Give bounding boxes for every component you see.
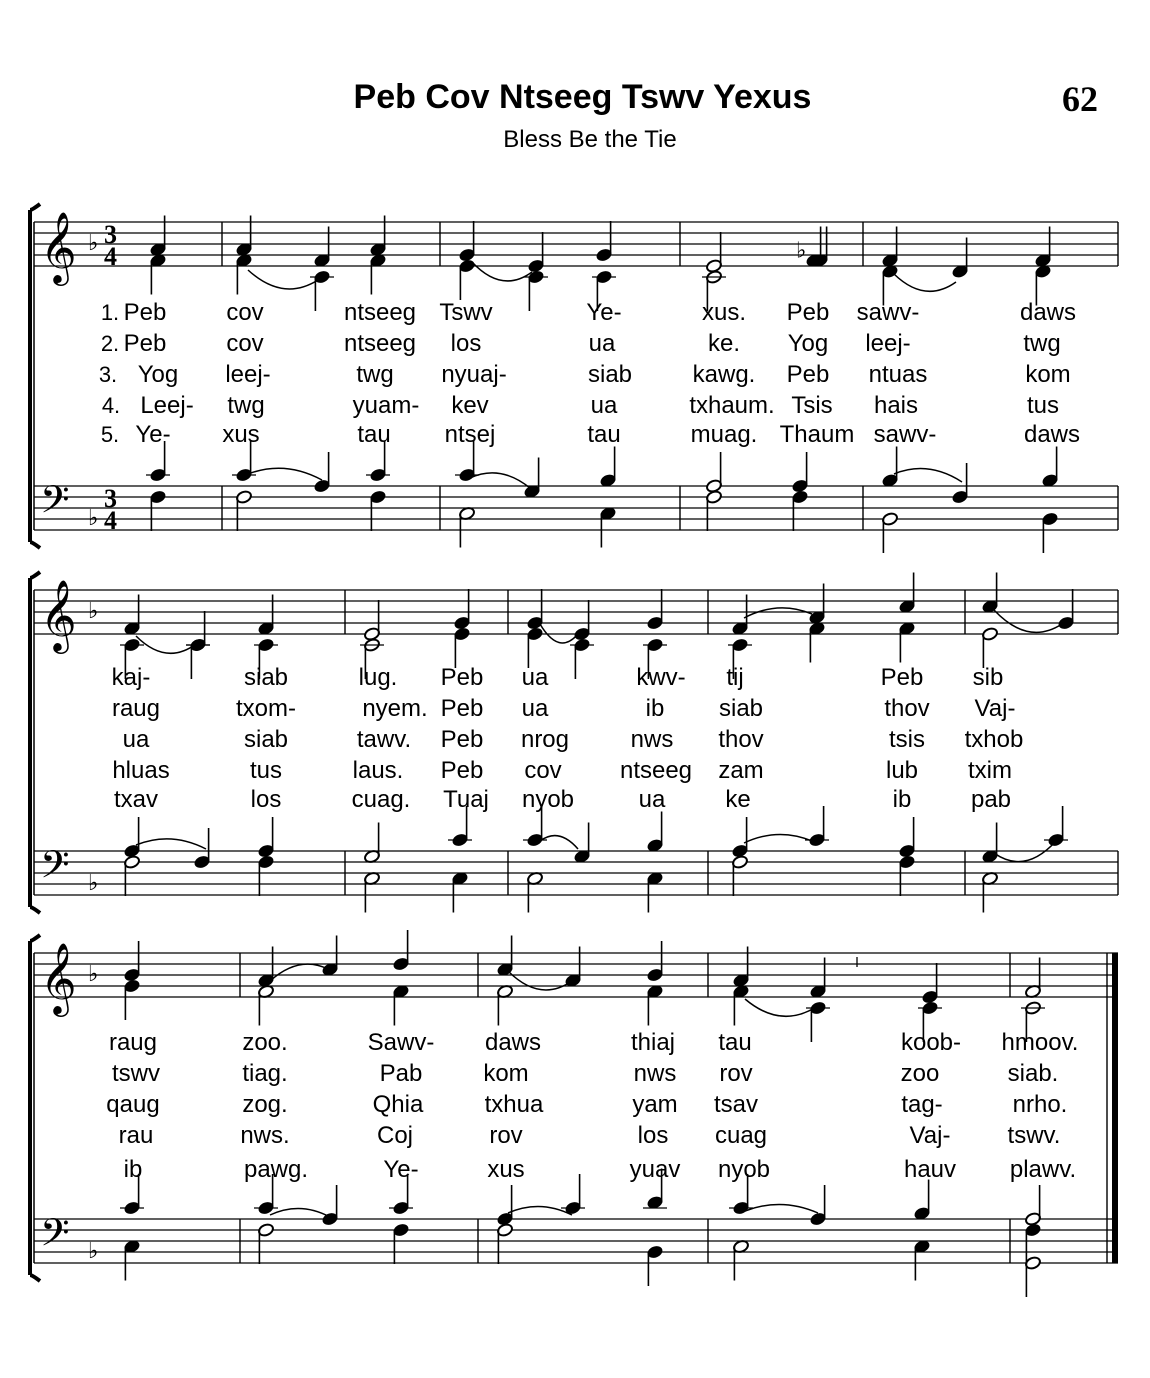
- upper-voice-note: [123, 941, 140, 982]
- slur: [248, 270, 318, 289]
- lyric-syllable: siab.: [1007, 1060, 1059, 1087]
- upper-voice-note: [321, 1185, 338, 1226]
- lower-voice-note: [898, 855, 915, 896]
- lyric-syllable: rau: [118, 1122, 154, 1149]
- time-signature-bottom: 4: [104, 242, 117, 271]
- lower-voice-note: [235, 253, 252, 294]
- lyric-syllable: rov: [719, 1060, 753, 1087]
- upper-voice-note: [321, 936, 338, 977]
- lyric-syllable: kom: [483, 1060, 529, 1087]
- lyric-syllable: kwv-: [636, 664, 686, 691]
- lower-voice-note: [526, 627, 543, 668]
- lower-voice-note: [981, 627, 998, 668]
- lyric-syllable: txhaum.: [689, 392, 775, 419]
- lower-voice-note: [392, 984, 409, 1025]
- lyric-syllable: zog.: [242, 1091, 288, 1118]
- lower-voice-note: [123, 1239, 140, 1280]
- upper-voice-note: [599, 447, 616, 488]
- lyric-syllable: ke.: [707, 330, 741, 357]
- bass-clef-icon: 𝄢: [40, 477, 70, 531]
- upper-voice-note: [123, 817, 140, 858]
- slur: [472, 262, 532, 281]
- lyric-syllable: txhua: [484, 1091, 544, 1118]
- lyric-syllable: thov: [884, 695, 930, 722]
- lyric-syllable: pawg.: [243, 1156, 309, 1183]
- verse-number: 3.: [98, 362, 118, 387]
- lyric-syllable: Qhia: [372, 1091, 424, 1118]
- time-signature-top: 3: [104, 220, 117, 249]
- lyric-syllable: leej-: [865, 330, 911, 357]
- time-signature-bottom: 4: [104, 506, 117, 535]
- upper-voice-note: [881, 447, 898, 488]
- lyric-syllable: twg: [227, 392, 265, 419]
- lyric-syllable: xus: [222, 421, 260, 448]
- lower-voice-note: [646, 1245, 663, 1286]
- lyric-syllable: nrog: [520, 726, 570, 753]
- flat-sign-icon: ♭: [88, 1239, 99, 1264]
- upper-voice-note: [1057, 589, 1074, 630]
- upper-voice-note: [526, 589, 543, 630]
- slur: [894, 469, 962, 482]
- lyric-syllable: hmoov.: [1001, 1029, 1079, 1056]
- lower-voice-note: [235, 490, 252, 531]
- lyric-syllable: pab: [970, 786, 1012, 813]
- time-signature-top: 3: [104, 484, 117, 513]
- lyric-syllable: ua: [521, 695, 549, 722]
- lyric-syllable: kev: [451, 392, 489, 419]
- slur: [745, 1204, 818, 1213]
- lyric-syllable: ib: [645, 695, 665, 722]
- lower-voice-note: [791, 490, 808, 531]
- lower-voice-note: [573, 638, 590, 679]
- lyric-syllable: zoo: [900, 1060, 940, 1087]
- upper-voice-note: [573, 823, 590, 864]
- slur: [270, 1208, 330, 1217]
- lyric-syllable: Yog: [787, 330, 829, 357]
- upper-voice-note: [1041, 447, 1058, 488]
- slur: [994, 610, 1062, 632]
- slur: [270, 964, 328, 981]
- lyric-syllable: Tsis: [791, 392, 833, 419]
- lyric-syllable: cuag.: [351, 786, 411, 813]
- lyric-syllable: lub: [885, 757, 919, 784]
- slur: [745, 999, 816, 1016]
- lower-voice-note: [981, 871, 998, 912]
- lyric-syllable: nyob: [717, 1156, 771, 1183]
- lyric-syllable: thov: [718, 726, 764, 753]
- lyric-syllable: ua: [122, 726, 150, 753]
- slur: [136, 839, 206, 849]
- hymn-number: 62: [1062, 79, 1098, 119]
- lower-voice-note: [1024, 1256, 1041, 1297]
- lyric-syllable: siab: [587, 361, 633, 388]
- lower-voice-note: [313, 270, 330, 311]
- lyric-syllable: Peb: [123, 299, 167, 326]
- lyric-syllable: nws: [630, 726, 674, 753]
- verse-number: 5.: [100, 422, 120, 447]
- system-bracket: [30, 935, 40, 1281]
- lyric-syllable: kaj-: [111, 664, 151, 691]
- upper-voice-note: [453, 589, 470, 630]
- lyric-syllable: ntsej: [444, 421, 496, 448]
- lyric-syllable: hluas: [112, 757, 170, 784]
- upper-voice-note: [496, 1185, 513, 1226]
- lyric-syllable: tawv.: [356, 726, 412, 753]
- slur: [540, 836, 578, 849]
- lyric-syllable: twg: [1023, 330, 1061, 357]
- lyric-syllable: rov: [489, 1122, 523, 1149]
- lyric-syllable: thiaj: [630, 1029, 676, 1056]
- lyric-syllable: kawg.: [692, 361, 756, 388]
- upper-voice-note: [731, 817, 748, 858]
- upper-voice-note: [791, 452, 808, 493]
- lyric-syllable: xus: [487, 1156, 525, 1183]
- flat-sign-icon: ♭: [88, 506, 99, 531]
- lyric-syllable: los: [250, 786, 282, 813]
- lower-voice-note: [392, 1223, 409, 1264]
- slur: [744, 608, 812, 618]
- upper-voice-note: [705, 232, 722, 273]
- upper-voice-note: [921, 963, 938, 1004]
- lyric-syllable: yuav: [629, 1156, 681, 1183]
- lyric-syllable: ntuas: [868, 361, 928, 388]
- upper-voice-note: [705, 452, 722, 493]
- upper-voice-note: [458, 221, 475, 262]
- lyric-syllable: Peb: [440, 726, 484, 753]
- lyric-syllable: Peb: [786, 361, 830, 388]
- lyric-syllable: tiag.: [242, 1060, 288, 1087]
- lyric-syllable: tau: [357, 421, 391, 448]
- lyric-syllable: ntseeg: [619, 757, 693, 784]
- lyric-syllable: ntseeg: [343, 299, 417, 326]
- lyric-syllable: plawv.: [1009, 1156, 1077, 1183]
- lyric-syllable: kom: [1025, 361, 1071, 388]
- lyric-syllable: raug: [111, 695, 161, 722]
- upper-voice-note: [564, 1174, 581, 1215]
- slur: [894, 274, 956, 291]
- lyric-syllable: siab: [243, 664, 289, 691]
- lyric-syllable: ib: [123, 1156, 143, 1183]
- lyric-syllable: ua: [588, 330, 616, 357]
- upper-voice-note: [898, 573, 915, 614]
- lyric-syllable: tswv: [112, 1060, 160, 1087]
- lyric-syllable: leej-: [225, 361, 271, 388]
- lyric-syllable: Leej-: [140, 392, 194, 419]
- upper-voice-note: [1024, 1185, 1041, 1226]
- lower-voice-note: [189, 638, 206, 679]
- upper-voice-note: [257, 817, 274, 858]
- upper-voice-note: [496, 936, 513, 977]
- lyric-syllable: nyob: [521, 786, 575, 813]
- lyric-syllable: Peb: [440, 664, 484, 691]
- lyric-syllable: ua: [590, 392, 618, 419]
- lyric-syllable: txhob: [964, 726, 1024, 753]
- lyric-syllable: sib: [972, 664, 1004, 691]
- lyric-syllable: Ye-: [586, 299, 622, 326]
- lyric-syllable: Peb: [786, 299, 830, 326]
- final-barline-thick: [1112, 953, 1118, 1263]
- lyric-syllable: Ye-: [383, 1156, 419, 1183]
- lower-voice-note: [809, 1001, 826, 1042]
- lyric-syllable: ke: [725, 786, 751, 813]
- lyric-syllable: Coj: [376, 1122, 414, 1149]
- treble-clef-icon: 𝄞: [40, 210, 77, 283]
- lyric-syllable: lug.: [358, 664, 398, 691]
- upper-voice-note: [527, 232, 544, 273]
- lyric-syllable: txav: [113, 786, 159, 813]
- final-barline-thick: [1112, 953, 1118, 997]
- flat-sign-icon: ♭: [88, 231, 99, 256]
- lower-voice-note: [599, 506, 616, 547]
- lyric-syllable: daws: [1019, 299, 1077, 326]
- lower-voice-note: [898, 621, 915, 662]
- upper-voice-note: [595, 221, 612, 262]
- upper-voice-note: [951, 463, 968, 504]
- lower-voice-note: [458, 259, 475, 300]
- lower-voice-note: [123, 855, 140, 896]
- lower-voice-note: [913, 1239, 930, 1280]
- lower-voice-note: [496, 1223, 513, 1264]
- lyric-syllable: sawv-: [873, 421, 937, 448]
- lyric-syllable: Peb: [440, 757, 484, 784]
- lyric-syllable: sawv-: [856, 299, 920, 326]
- lyric-syllable: Ye-: [135, 421, 171, 448]
- flat-sign-icon: ♭: [88, 871, 99, 896]
- lyric-syllable: cov: [524, 757, 562, 784]
- treble-clef-icon: 𝄞: [40, 941, 77, 1014]
- lyric-syllable: nws.: [240, 1122, 290, 1149]
- lower-voice-note: [731, 855, 748, 896]
- treble-clef-icon: 𝄞: [40, 578, 77, 651]
- verse-number: 4.: [101, 393, 121, 418]
- lyric-syllable: Peb: [880, 664, 924, 691]
- lyric-syllable: cuag: [714, 1122, 768, 1149]
- hymn-title: Peb Cov Ntseeg Tswv Yexus: [353, 78, 812, 116]
- upper-voice-note: [646, 589, 663, 630]
- lower-voice-note: [527, 270, 544, 311]
- lyric-syllable: laus.: [352, 757, 404, 784]
- lyric-syllable: txim: [968, 757, 1012, 784]
- lower-voice-note: [257, 984, 274, 1025]
- lyric-syllable: siab: [243, 726, 289, 753]
- lyric-syllable: Yog: [137, 361, 179, 388]
- lyric-syllable: Vaj-: [909, 1122, 951, 1149]
- lyric-syllable: siab: [718, 695, 764, 722]
- upper-voice-note: [981, 573, 998, 614]
- lyric-syllable: Tswv: [439, 299, 493, 326]
- lyric-syllable: tau: [718, 1029, 752, 1056]
- slur: [248, 468, 322, 480]
- lower-voice-note: [646, 984, 663, 1025]
- lyric-syllable: Peb: [123, 330, 167, 357]
- lower-voice-note: [732, 984, 749, 1025]
- lyric-syllable: Thaum: [779, 421, 855, 448]
- lyric-syllable: tij: [726, 664, 744, 691]
- lyric-syllable: Pab: [379, 1060, 423, 1087]
- lyric-syllable: cov: [226, 299, 264, 326]
- lyric-syllable: tswv.: [1007, 1122, 1061, 1149]
- lyric-syllable: raug: [108, 1029, 158, 1056]
- lyric-syllable: zam: [718, 757, 764, 784]
- lyric-syllable: muag.: [690, 421, 758, 448]
- hymn-subtitle: Bless Be the Tie: [503, 126, 677, 153]
- lower-voice-note: [526, 871, 543, 912]
- lower-voice-note: [646, 871, 663, 912]
- upper-voice-note: [981, 823, 998, 864]
- upper-voice-note: [313, 452, 330, 493]
- lower-voice-note: [149, 490, 166, 531]
- lower-voice-note: [149, 253, 166, 294]
- lyric-syllable: yam: [632, 1091, 678, 1118]
- lower-voice-note: [1041, 512, 1058, 553]
- lyric-syllable: Sawv-: [367, 1029, 435, 1056]
- lyric-syllable: tus: [249, 757, 283, 784]
- lyric-syllable: Vaj-: [974, 695, 1016, 722]
- flat-sign-icon: ♭: [88, 962, 99, 987]
- lyric-syllable: Tuaj: [443, 786, 489, 813]
- lyric-syllable: xus.: [701, 299, 747, 326]
- lyric-syllable: ua: [521, 664, 549, 691]
- upper-voice-note: [913, 1180, 930, 1221]
- upper-voice-note: [898, 817, 915, 858]
- lyric-syllable: txom-: [236, 695, 296, 722]
- lyric-syllable: ua: [638, 786, 666, 813]
- lower-voice-note: [369, 490, 386, 531]
- verse-number: 1.: [100, 300, 120, 325]
- lyric-syllable: nyem.: [362, 695, 428, 722]
- lyric-syllable: ntseeg: [343, 330, 417, 357]
- lyric-syllable: cov: [226, 330, 264, 357]
- lyric-syllable: nws: [633, 1060, 677, 1087]
- lyric-syllable: ib: [892, 786, 912, 813]
- lyric-syllable: daws: [484, 1029, 542, 1056]
- upper-voice-note: [392, 930, 409, 971]
- lyric-syllable: yuam-: [352, 392, 420, 419]
- slur: [508, 971, 572, 990]
- lyric-syllable: hauv: [903, 1156, 957, 1183]
- lower-voice-note: [369, 253, 386, 294]
- lyric-syllable: nyuaj-: [441, 361, 507, 388]
- upper-voice-note: [523, 458, 540, 499]
- lower-voice-note: [732, 1239, 749, 1280]
- lyric-syllable: tag-: [901, 1091, 943, 1118]
- bass-clef-icon: 𝄢: [40, 842, 70, 896]
- lower-voice-note: [808, 621, 825, 662]
- lyric-syllable: tau: [587, 421, 621, 448]
- lyric-syllable: twg: [356, 361, 394, 388]
- lyric-syllable: nrho.: [1012, 1091, 1068, 1118]
- lower-voice-note: [257, 1223, 274, 1264]
- bass-clef-icon: 𝄢: [40, 1210, 70, 1264]
- lyric-syllable: tsis: [889, 726, 925, 753]
- lower-voice-note: [881, 512, 898, 553]
- flat-sign-icon: ♭: [796, 238, 807, 264]
- flat-sign-icon: ♭: [88, 599, 99, 624]
- lyric-syllable: qaug: [106, 1091, 160, 1118]
- lower-voice-note: [705, 490, 722, 531]
- upper-voice-note: [363, 823, 380, 864]
- lower-voice-note: [363, 871, 380, 912]
- lyric-syllable: zoo.: [242, 1029, 288, 1056]
- upper-voice-note: [646, 941, 663, 982]
- upper-voice-note: [809, 1185, 826, 1226]
- lower-voice-note: [453, 627, 470, 668]
- verse-number: 2.: [100, 331, 120, 356]
- lyric-syllable: koob-: [900, 1029, 962, 1056]
- lyric-syllable: los: [450, 330, 482, 357]
- lower-voice-note: [451, 871, 468, 912]
- upper-voice-note: [646, 812, 663, 853]
- lyric-syllable: los: [637, 1122, 669, 1149]
- lyric-syllable: Peb: [440, 695, 484, 722]
- lyric-syllable: daws: [1023, 421, 1081, 448]
- lyric-syllable: tsav: [713, 1091, 759, 1118]
- lyric-syllable: tus: [1026, 392, 1060, 419]
- lower-voice-note: [496, 984, 513, 1025]
- upper-voice-note: [363, 600, 380, 641]
- upper-voice-note: [193, 828, 210, 869]
- lower-voice-note: [123, 979, 140, 1020]
- lyric-syllable: hais: [873, 392, 919, 419]
- slur: [744, 834, 812, 843]
- lower-voice-note: [257, 855, 274, 896]
- lower-voice-note: [458, 506, 475, 547]
